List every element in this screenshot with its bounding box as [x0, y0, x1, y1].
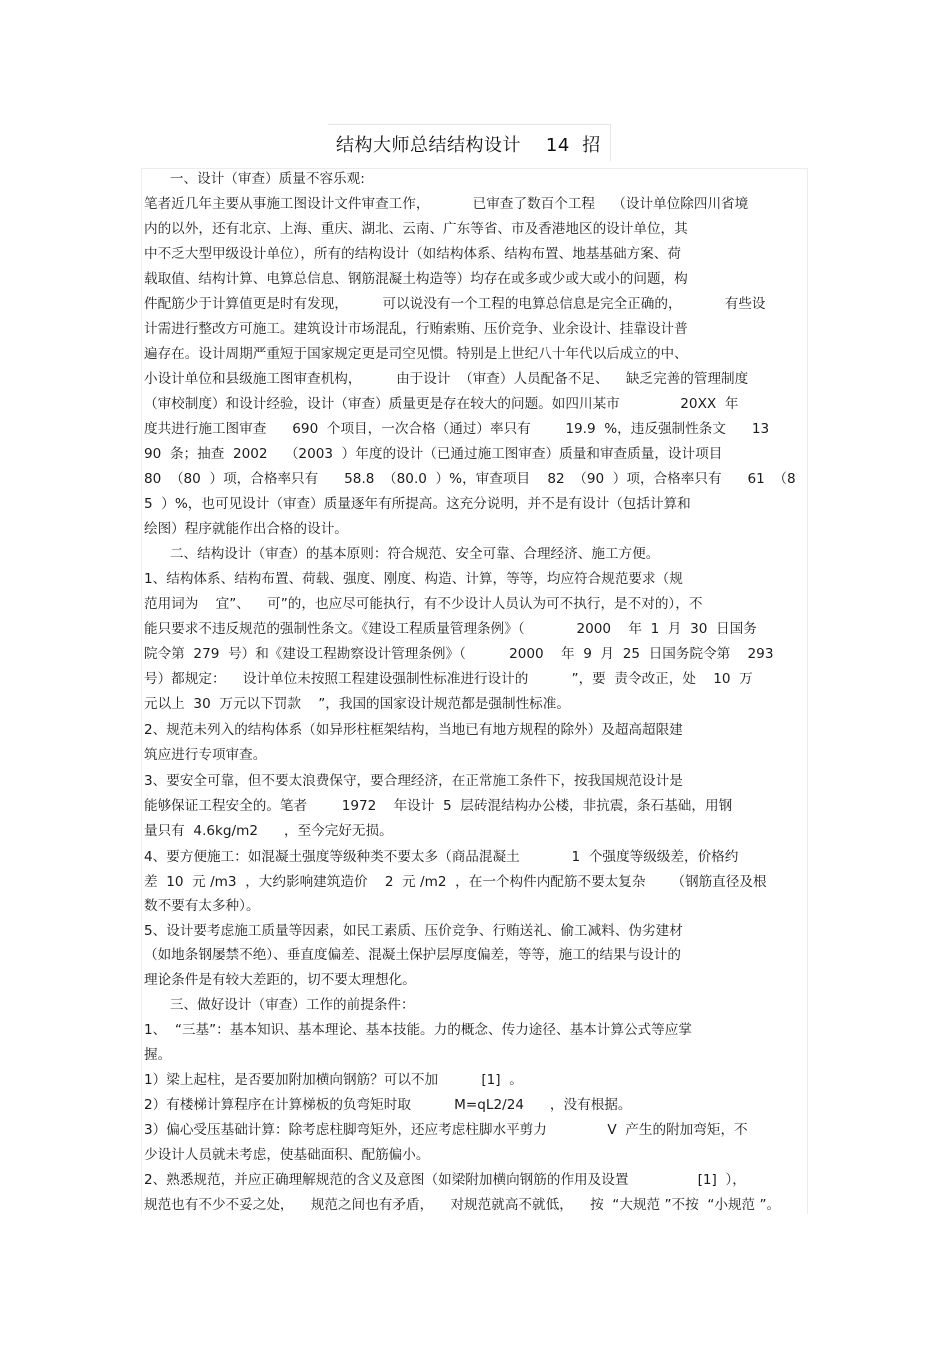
document-title: 结构大师总结结构设计 14 招	[336, 135, 601, 156]
text-line: 2、规范未列入的结构体系（如异形柱框架结构，当地已有地方规程的除外）及超高超限建	[144, 722, 683, 738]
text-line: 2）有楼梯计算程序在计算梯板的负弯矩时取 M=qL2/24 ，没有根据。	[144, 1097, 632, 1113]
text-line: 载取值、结构计算、电算总信息、钢筋混凝土构造等）均存在或多或少或大或小的问题，构	[144, 271, 688, 287]
text-line: 1、结构体系、结构布置、荷载、强度、刚度、构造、计算，等等，均应符合规范要求（规	[144, 571, 683, 587]
text-line: 范用词为 宜”、 可”的，也应尽可能执行，有不少设计人员认为可不执行，是不对的），不	[144, 596, 703, 612]
text-line: 5、设计要考虑施工质量等因素，如民工素质、压价竞争、行贿送礼、偷工减料、伪劣建材	[144, 923, 683, 939]
text-line: 筑应进行专项审查。	[144, 747, 267, 763]
text-line: 中不乏大型甲级设计单位），所有的结构设计（如结构体系、结构布置、地基基础方案、荷	[144, 246, 681, 262]
text-line: 规范也有不少不妥之处， 规范之间也有矛盾， 对规范就高不就低， 按 “大规范 ”不按 “小规范 ”。	[144, 1197, 781, 1213]
text-line: （审校制度）和设计经验，设计（审查）质量更是存在较大的问题。如四川某市 20XX 年	[144, 396, 739, 412]
text-line: 1、 “三基”：基本知识、基本理论、基本技能。力的概念、传力途径、基本计算公式等应掌	[144, 1022, 692, 1038]
text-line: 一、设计（审查）质量不容乐观:	[144, 171, 365, 187]
text-line: 理论条件是有较大差距的，切不要太理想化。	[144, 972, 416, 988]
text-line: 院令第 279 号）和《建设工程勘察设计管理条例》（ 2000 年 9 月 25 日国务院令第 293	[144, 646, 774, 662]
text-line: 数不要有太多种）。	[144, 898, 260, 914]
text-line: 5 ）%，也可见设计（审查）质量逐年有所提高。这充分说明，并不是有设计（包括计算和	[144, 496, 691, 512]
text-line: 件配筋少于计算值更是时有发现， 可以说没有一个工程的电算总信息是完全正确的， 有些设	[144, 296, 766, 312]
text-line: 4、要方便施工：如混凝土强度等级种类不要太多（商品混凝土 1 个强度等级级差，价格约	[144, 849, 739, 865]
text-line: 2、熟悉规范，并应正确理解规范的含义及意图（如梁附加横向钢筋的作用及设置 [1] ），	[144, 1172, 746, 1188]
text-line: 内的以外，还有北京、上海、重庆、湖北、云南、广东等省、市及香港地区的设计单位，其	[144, 221, 688, 237]
text-line: （如地条钢屡禁不绝）、垂直度偏差、混凝土保护层厚度偏差，等等，施工的结果与设计的	[144, 947, 681, 963]
text-line: 能只要求不违反规范的强制性条文。《建设工程质量管理条例》（ 2000 年 1 月 30 日国务	[144, 621, 757, 637]
text-line: 量只有 4.6kg/m2 ，至今完好无损。	[144, 823, 393, 839]
text-line: 少设计人员就未考虑，使基础面积、配筋偏小。	[144, 1147, 430, 1163]
text-line: 计需进行整改方可施工。建筑设计市场混乱，行贿索贿、压价竞争、业余设计、挂靠设计普	[144, 321, 688, 337]
text-line: 80 （80 ）项，合格率只有 58.8 （80.0 ）%，审查项目 82 （90 ）项，合格率只有 61 （8	[144, 471, 796, 487]
text-line: 能够保证工程安全的。笔者 1972 年设计 5 层砖混结构办公楼，非抗震，条石基础，用钢	[144, 798, 733, 814]
text-line: 3）偏心受压基础计算：除考虑柱脚弯矩外，还应考虑柱脚水平剪力 V 产生的附加弯矩，不	[144, 1122, 748, 1138]
text-line: 90 条；抽查 2002 （2003 ）年度的设计（已通过施工图审查）质量和审查质量，设计项目	[144, 446, 723, 462]
text-line: 3、要安全可靠，但不要太浪费保守，要合理经济，在正常施工条件下，按我国规范设计是	[144, 773, 683, 789]
text-line: 三、做好设计（审查）工作的前提条件：	[144, 997, 415, 1013]
text-line: 绘图）程序就能作出合格的设计。	[144, 521, 348, 537]
text-line: 元以上 30 万元以下罚款 ”，我国的国家设计规范都是强制性标准。	[144, 696, 570, 712]
text-line: 1）梁上起柱，是否要加附加横向钢筋？可以不加 [1] 。	[144, 1072, 523, 1088]
text-line: 二、结构设计（审查）的基本原则：符合规范、安全可靠、合理经济、施工方便。	[144, 546, 660, 562]
text-line: 号）都规定： 设计单位未按照工程建设强制性标准进行设计的 ”，要 责令改正，处 10 万	[144, 671, 753, 687]
text-line: 遍存在。设计周期严重短于国家规定更是司空见惯。特别是上世纪八十年代以后成立的中、	[144, 346, 688, 362]
text-line: 差 10 元 /m3 ，大约影响建筑造价 2 元 /m2 ，在一个构件内配筋不要太复杂 （钢筋直径及根	[144, 874, 767, 890]
text-line: 小设计单位和县级施工图审查机构， 由于设计 （审查）人员配备不足、 缺乏完善的管理制度	[144, 371, 749, 387]
text-line: 握。	[144, 1047, 172, 1063]
text-line: 笔者近几年主要从事施工图设计文件审查工作， 已审查了数百个工程 （设计单位除四川省境	[144, 196, 749, 212]
text-line: 度共进行施工图审查 690 个项目，一次合格（通过）率只有 19.9 %，违反强制性条文 13	[144, 421, 770, 437]
